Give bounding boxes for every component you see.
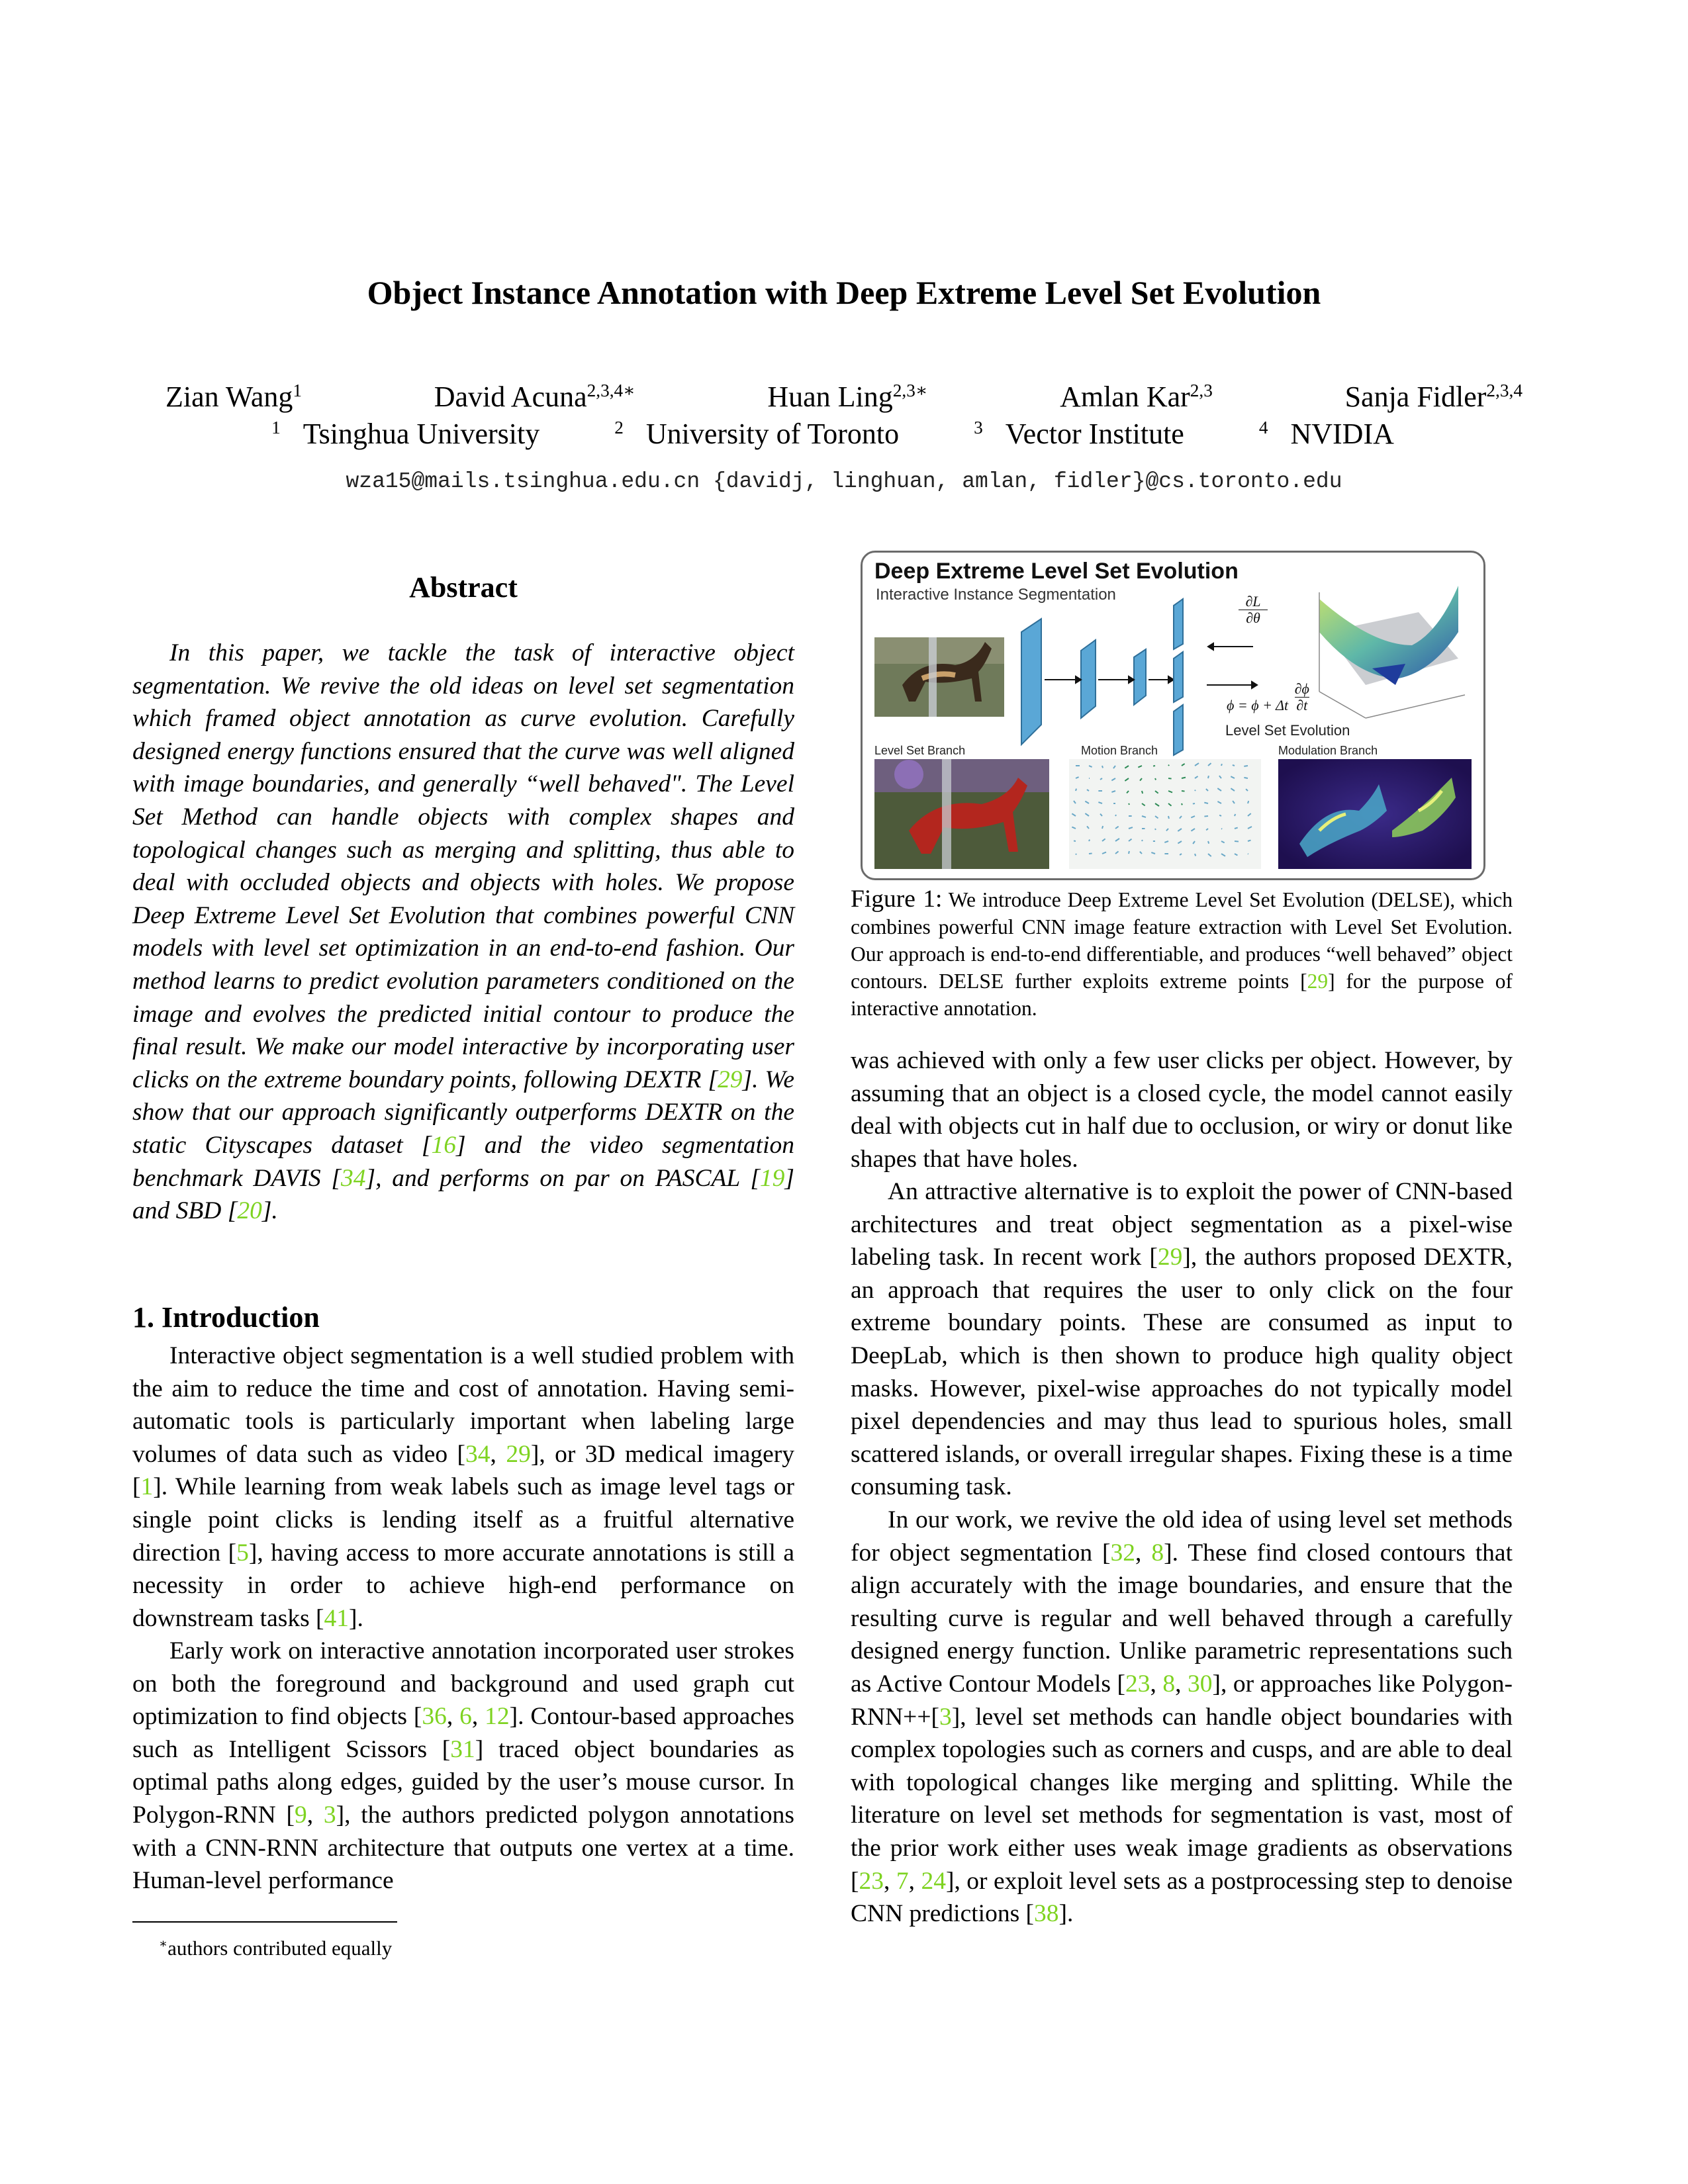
- intro-paragraph-2: Early work on interactive annotation incorporated user strokes on both the foreground and background and used graph cut optimization to find objects [36, 6, 12]. Contour-based approaches such as Intelligent Scissors [31] traced object boundaries as optimal paths along edges, guided by the user’s mouse cursor. In Polygon-RNN [9, 3], the authors predicted polygon annotations with a CNN-RNN architecture that outputs one vertex at a time. Human-level performance: [132, 1637, 795, 1895]
- author: David Acuna$^{2,3,4∗}$: [434, 381, 635, 413]
- motion-vector: [1204, 816, 1208, 817]
- motion-vector: [1193, 803, 1195, 804]
- citation-link[interactable]: 41: [324, 1604, 350, 1632]
- citation-link[interactable]: 12: [485, 1703, 510, 1731]
- author-emails: wza15@mails.tsinghua.edu.cn {davidj, linghuan, amlan, fidler}@cs.toronto.edu: [346, 469, 1342, 494]
- motion-vector: [1208, 841, 1209, 844]
- motion-vector: [1219, 815, 1221, 816]
- abstract-text: In this paper, we tackle the task of interactive object segmentation. We revive the old ideas on level set segmentation which framed object annotation as curve evolution. Carefully designed energy functions ensured that the curve was well aligned with image boundaries, and generally “well behaved". The Level Set Method can handle objects with complex shapes and topological changes such as merging and splitting, thus able to deal with occluded objects and objects with holes. We propose Deep Extreme Level Set Evolution that combines powerful CNN models with level set optimization in an end-to-end fashion. Our method learns to predict evolution parameters conditioned on the image and evolves the predicted initial contour to produce the final result. We make our model interactive by incorporating user clicks on the extreme boundary points, following DEXTR [29]. We show that our approach significantly outperforms DEXTR on the static Cityscapes dataset [16] and the video segmentation benchmark DAVIS [34], and performs on par on PASCAL [19] and SBD [20].: [132, 639, 795, 1225]
- author: Zian Wang$^1$: [165, 381, 303, 413]
- intro-paragraph-3: An attractive alternative is to exploit the power of CNN-based architectures and treat object segmentation as a pixel-wise labeling task. In recent work [29], the authors proposed DEXTR, an approach that requires the user to only click on the four extreme boundary points. These are consumed as input to DeepLab, which is then shown to produce high quality object masks. However, pixel-wise approaches do not typically model pixel dependencies and may thus lead to spurious holes, small scattered islands, or overall irregular shapes. Fixing these is a time consuming task.: [851, 1178, 1513, 1501]
- motion-vector: [1233, 765, 1235, 766]
- motion-vector: [1208, 776, 1209, 778]
- motion-vector: [1089, 840, 1090, 841]
- motion-vector: [1235, 828, 1238, 829]
- author: Sanja Fidler$^{2,3,4}$: [1344, 381, 1523, 413]
- cnn-encoder-blocks: [1021, 619, 1146, 745]
- motion-vector: [1195, 790, 1196, 791]
- motion-vector: [1168, 765, 1169, 766]
- affiliation: $^4$ NVIDIA: [1258, 418, 1394, 450]
- figure-title: Deep Extreme Level Set Evolution: [874, 559, 1239, 584]
- citation-link[interactable]: 29: [718, 1066, 743, 1093]
- modulation-branch-image: [1278, 759, 1472, 869]
- motion-vector: [1115, 815, 1116, 816]
- citation-link[interactable]: 34: [465, 1440, 491, 1468]
- level-set-surface-plot: [1319, 586, 1465, 718]
- citation-link[interactable]: 23: [859, 1867, 884, 1895]
- motion-branch-image: [1069, 759, 1261, 869]
- gradient-equation: ∂L ∂θ: [1239, 594, 1268, 626]
- motion-vector: [1102, 826, 1103, 829]
- citation-link[interactable]: 29: [506, 1440, 531, 1468]
- citation-link[interactable]: 19: [759, 1164, 785, 1192]
- citation-link[interactable]: 34: [340, 1164, 366, 1192]
- modulation-branch-label: Modulation Branch: [1278, 744, 1378, 757]
- author: Amlan Kar$^{2,3}$: [1060, 381, 1213, 413]
- intro-paragraph-4: In our work, we revive the old idea of using level set methods for object segmentation [32, 8]. These find closed contours that align accurately with the image boundaries, and ensure that the resulting curve is regular and well behaved through a carefully designed energy function. Unlike parametric representations such as Active Contour Models [23, 8, 30], or approaches like Polygon-RNN++[3], level set methods can handle object boundaries with complex topologies such as corners and cusps, and are able to deal with topological changes like merging and splitting. While the literature on level set methods for segmentation is vast, most of the prior work either uses weak image gradients as observations [23, 7, 24], or exploit level sets as a postprocessing step to denoise CNN predictions [38].: [851, 1506, 1513, 1928]
- footnote: ∗authors contributed equally: [159, 1936, 393, 1960]
- citation-link[interactable]: 8: [1162, 1670, 1176, 1698]
- motion-vector: [1221, 764, 1222, 766]
- motion-vector: [1142, 791, 1143, 794]
- citation-link[interactable]: 38: [1034, 1900, 1059, 1928]
- motion-vector: [1168, 778, 1172, 779]
- motion-branch-label: Motion Branch: [1081, 744, 1158, 757]
- affiliation: $^3$ Vector Institute: [974, 418, 1184, 450]
- figure-1: [861, 551, 1485, 880]
- cnn-arrows: [1045, 676, 1174, 683]
- motion-vector: [1089, 853, 1092, 854]
- motion-vector: [1195, 854, 1196, 856]
- citation-link[interactable]: 23: [1125, 1670, 1150, 1698]
- affiliation: $^1$ Tsinghua University: [271, 418, 540, 450]
- motion-vector: [1142, 840, 1143, 841]
- citation-link[interactable]: 3: [323, 1801, 336, 1829]
- citation-link[interactable]: 31: [450, 1735, 475, 1763]
- citation-link[interactable]: 9: [294, 1801, 307, 1829]
- paper-title: Object Instance Annotation with Deep Extreme Level Set Evolution: [367, 274, 1321, 311]
- motion-vector: [1182, 791, 1185, 792]
- section-heading-introduction: 1. Introduction: [132, 1301, 320, 1334]
- cnn-head-blocks: [1174, 599, 1183, 755]
- citation-link[interactable]: 1: [140, 1473, 154, 1501]
- citation-link[interactable]: 3: [939, 1703, 952, 1731]
- evolution-equation: ϕ = ϕ + Δt $\frac{\partial\phi}{\partial t}$: [1227, 680, 1309, 713]
- abstract-heading: Abstract: [409, 571, 518, 604]
- citation-link[interactable]: 20: [237, 1197, 262, 1225]
- citation-link[interactable]: 7: [896, 1867, 909, 1895]
- level-set-branch-image: [874, 759, 1049, 869]
- citation-link[interactable]: 29: [1157, 1244, 1183, 1271]
- citation-link[interactable]: 36: [422, 1703, 447, 1731]
- citation-link[interactable]: 32: [1110, 1539, 1136, 1567]
- motion-vector: [1168, 816, 1169, 819]
- input-dog-photo: [874, 637, 1004, 717]
- motion-vector: [1102, 766, 1103, 768]
- intro-paragraph-1: Interactive object segmentation is a well studied problem with the aim to reduce the time and cost of annotation. Having semi-automatic tools is particularly important when labeling large volumes of data such as video [34, 29], or 3D medical imagery [1]. While learning from weak labels such as image level tags or single point clicks is lending itself as a fruitful alternative direction [5], having access to more accurate annotations is still a necessity in order to achieve high-end performance on downstream tasks [41].: [132, 1342, 794, 1632]
- citation-link[interactable]: 8: [1151, 1539, 1164, 1567]
- affiliation-list: [0, 416, 1688, 456]
- level-set-branch-label: Level Set Branch: [874, 744, 966, 757]
- figure-subtitle: Interactive Instance Segmentation: [876, 586, 1116, 604]
- citation-link[interactable]: 30: [1188, 1670, 1213, 1698]
- citation-link[interactable]: 6: [459, 1703, 472, 1731]
- author-list: [165, 379, 1523, 419]
- motion-vector: [1155, 778, 1156, 780]
- gradient-arrow: [1208, 643, 1253, 650]
- motion-vector: [1155, 829, 1156, 830]
- figure-1-caption: Figure 1: We introduce Deep Extreme Level Set Evolution (DELSE), which combines powerful CNN image feature extraction with Level Set Evolution. Our approach is end-to-end differentiable, and produces “well behaved” object contours. DELSE further exploits extreme points [29] for the purpose of interactive annotation.: [851, 886, 1513, 1020]
- citation-link[interactable]: 5: [236, 1539, 249, 1567]
- motion-vector: [1235, 841, 1239, 842]
- affiliation: $^2$ University of Toronto: [614, 418, 900, 450]
- citation-link[interactable]: 16: [431, 1131, 456, 1159]
- footnote-divider: [132, 1921, 397, 1923]
- author: Huan Ling$^{2,3∗}$: [767, 381, 928, 413]
- citation-link[interactable]: 24: [921, 1867, 946, 1895]
- citation-link[interactable]: 29: [1307, 970, 1329, 993]
- level-set-evolution-label: Level Set Evolution: [1225, 722, 1350, 739]
- intro-paragraph-2-continued: was achieved with only a few user clicks per object. However, by assuming that an object is a closed cycle, the model cannot easily deal with objects cut in half due to occlusion, or wiry or donut like shapes that have holes.: [851, 1047, 1513, 1173]
